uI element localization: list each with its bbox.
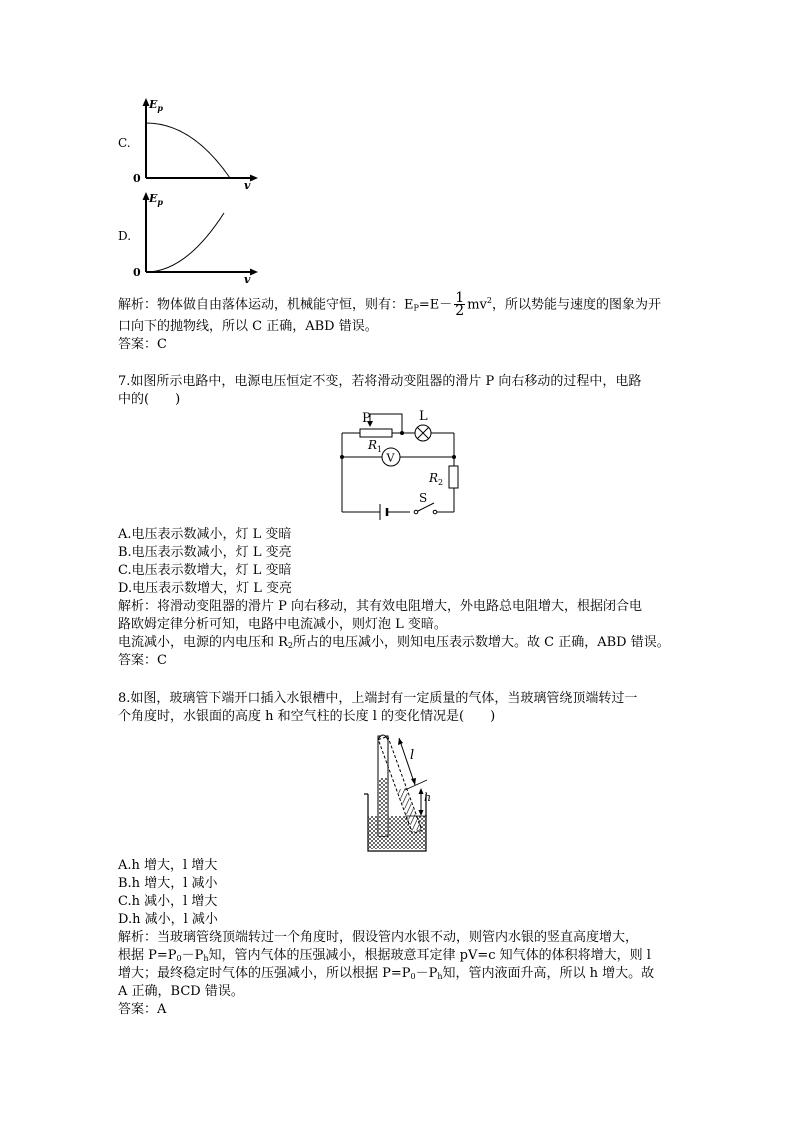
q7-analysis-line3: 电流减小，电源的内电压和 $R_2$所占的电压减小，则知电压表示数增大。故 C 正确，ABD 错误。 <box>118 635 670 650</box>
q8-analysis-line1: 解析：当玻璃管绕顶端转过一个角度时，假设管内水银不动，则管内水银的竖直高度增大， <box>118 930 639 945</box>
q8-option-a: A.h 增大，l 增大 <box>118 858 218 873</box>
q8-option-b: B.h 增大，l 减小 <box>118 876 218 891</box>
graph-d <box>128 186 268 286</box>
fraction-one-half: $\frac{1}{2}$ <box>455 290 465 320</box>
label-r1: $R_1$ <box>368 438 383 454</box>
graph-c-origin: 0 <box>133 172 141 185</box>
q8-analysis-line3: 增大；最终稳定时气体的压强减小，所以根据 $P=P_0-P_h$知，管内液面升高，所以 h 增大。故 <box>118 966 655 981</box>
graph-d-x-label: v <box>244 273 251 286</box>
q7-circuit-diagram <box>330 408 470 524</box>
q8-option-c: C.h 减小，l 增大 <box>118 894 218 909</box>
q8-glass-tube-figure <box>355 728 445 858</box>
q8-analysis-line2: 根据 $P=P_0-P_h$知，管内气体的压强减小，根据玻意耳定律 pV=c 知气体的体积将增大，则 l <box>118 948 651 963</box>
q8-answer: 答案：A <box>118 1002 167 1017</box>
q7-option-d: D.电压表示数增大，灯 L 变亮 <box>118 581 292 596</box>
graph-c-y-label: $E_p$ <box>149 98 163 113</box>
q7-option-c: C.电压表示数增大，灯 L 变暗 <box>118 563 292 578</box>
q6-analysis-line2: 口向下的抛物线，所以 C 正确，ABD 错误。 <box>118 319 378 334</box>
q6-analysis-line1: 解析：物体做自由落体运动，机械能守恒，则有：$E_P=E-$ $\frac{1}{2}$ $mv^2$，所以势能与速度的图象为开 <box>118 290 661 320</box>
q7-answer: 答案：C <box>118 653 167 668</box>
label-l: l <box>410 748 415 763</box>
graph-d-label: D. <box>118 229 132 243</box>
label-h: h <box>424 791 432 804</box>
q6-answer: 答案：C <box>118 337 167 352</box>
q7-stem-line2: 中的( ) <box>118 392 181 407</box>
graph-c <box>128 92 268 192</box>
graph-c-label: C. <box>118 136 131 150</box>
q7-analysis-line1: 解析：将滑动变阻器的滑片 P 向右移动，其有效电阻增大，外电路总电阻增大，根据闭合电 <box>118 599 643 614</box>
graph-d-y-label: $E_p$ <box>149 192 163 207</box>
q8-analysis-line4: A 正确，BCD 错误。 <box>118 984 244 999</box>
label-p: P <box>362 411 371 426</box>
q8-option-d: D.h 减小，l 减小 <box>118 912 218 927</box>
q8-stem-line1: 8.如图，玻璃管下端开口插入水银槽中，上端封有一定质量的气体，当玻璃管绕顶端转过一 <box>118 691 638 706</box>
q8-stem-line2: 个角度时，水银面的高度 h 和空气柱的长度 l 的变化情况是( ) <box>118 709 496 724</box>
label-s: S <box>419 491 428 505</box>
q7-option-a: A.电压表示数减小，灯 L 变暗 <box>118 527 292 542</box>
label-l: L <box>419 409 428 424</box>
graph-d-origin: 0 <box>133 266 141 279</box>
graph-c-x-label: v <box>244 179 251 192</box>
q7-analysis-line2: 路欧姆定律分析可知，电路中电流减小，则灯泡 L 变暗。 <box>118 617 447 632</box>
q7-option-b: B.电压表示数减小，灯 L 变亮 <box>118 545 292 560</box>
label-v: V <box>386 451 395 465</box>
label-r2: $R_2$ <box>429 471 444 487</box>
q7-stem-line1: 7.如图所示电路中，电源电压恒定不变，若将滑动变阻器的滑片 P 向右移动的过程中，电路 <box>118 374 642 389</box>
